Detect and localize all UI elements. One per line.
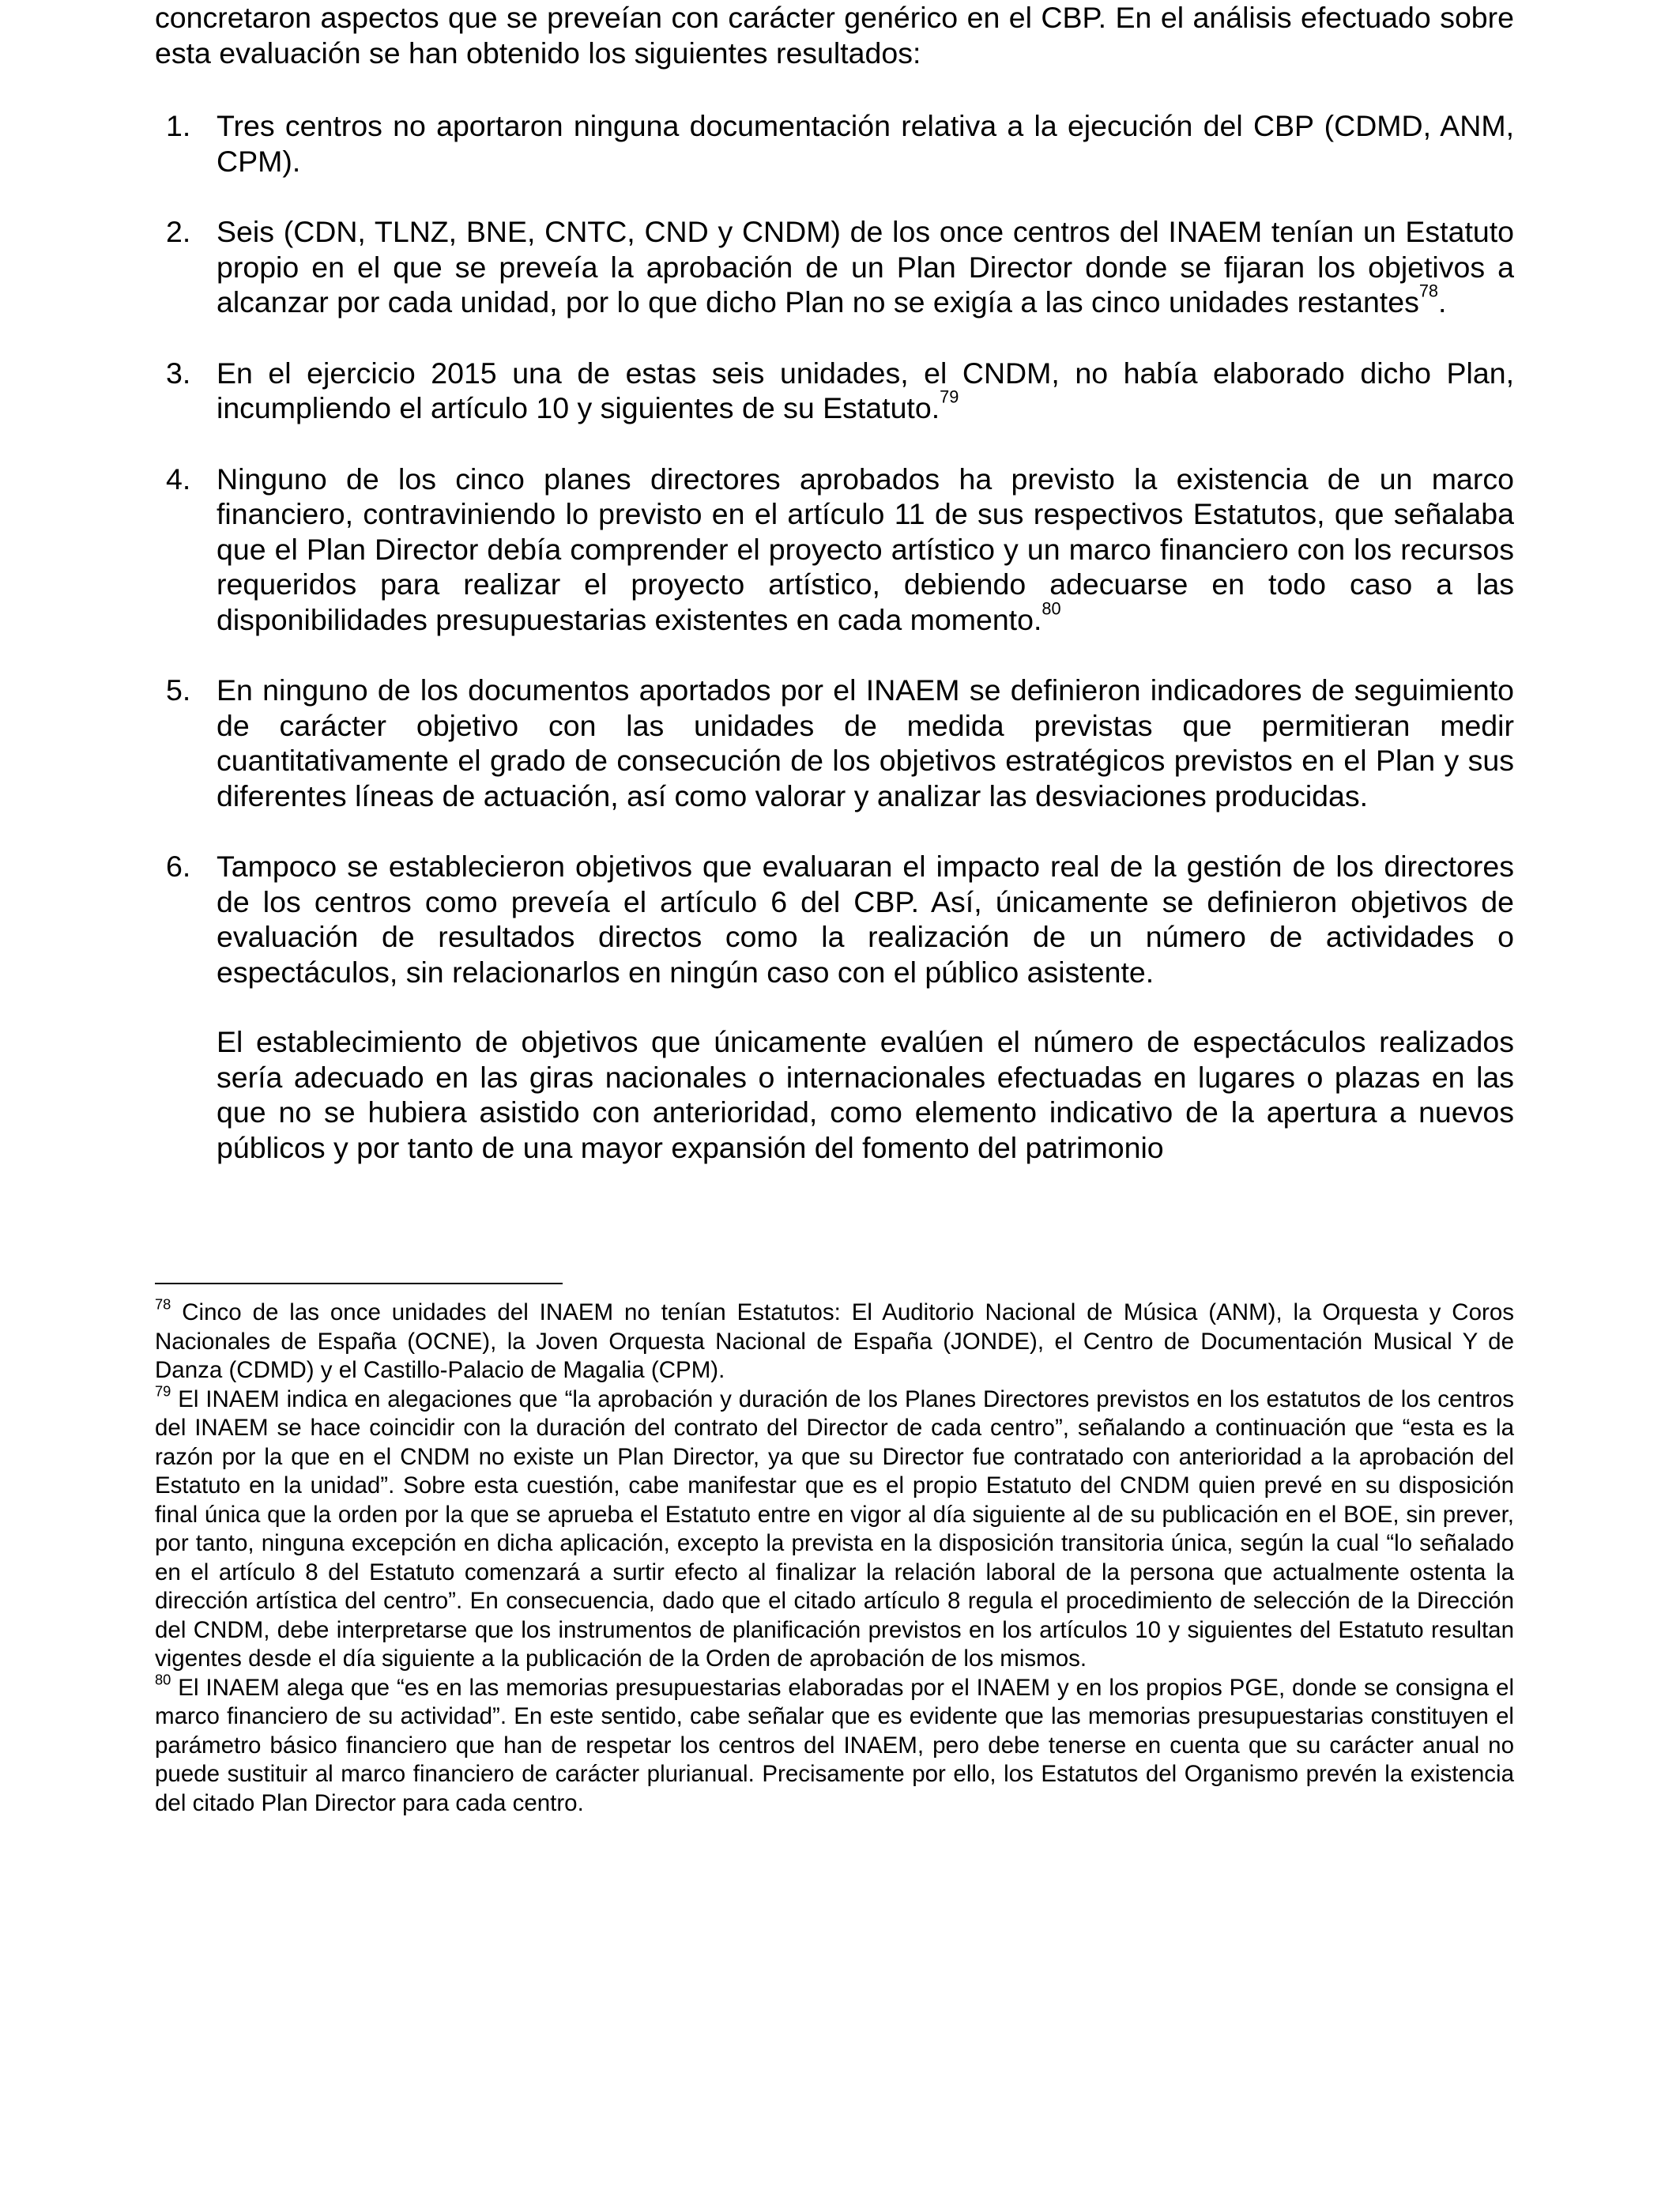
footnotes [155,1295,1515,1818]
finding-number: 4. [166,462,191,496]
finding-item [155,462,1514,638]
footnote [155,1295,1514,1385]
finding-text: Ninguno de los cinco planes directores aprobados ha previsto la existencia de un marco financiero, contraviniendo lo previsto en el artículo 11 de sus respectivos Estatutos, que señalaba que el Plan Director debía comprender el proyecto artístico y un marco financiero con los recursos requeridos para realizar el proyecto artístico, debiendo adecuarse en todo caso a las disponibilidades presupuestarias existentes en cada momento. [217,462,1514,636]
finding-number: 2. [166,215,191,248]
footnote-ref[interactable]: 79 [940,386,959,407]
footnote-number: 78 [155,1295,171,1313]
finding-number: 1. [166,109,191,142]
footnote-ref[interactable]: 80 [1042,598,1061,618]
footnote [155,1382,1515,1674]
finding-text: En el ejercicio 2015 una de estas seis unidades, el CNDM, no había elaborado dicho Plan, incumpliendo el artículo 10 y siguientes de su Estatuto. [217,356,1514,424]
finding-continuation: El establecimiento de objetivos que únicamente evalúen el número de espectáculos realizados sería adecuado en las giras nacionales o internacionales efectuadas en lugares o plazas en las que no se hubiera asistido con anterioridad, como elemento indicativo de la apertura a nuevos públicos y por tanto de una mayor expansión del fomento del patrimonio [217,1025,1514,1164]
footnote-separator [155,1283,563,1284]
finding-number: 3. [166,356,191,390]
footnote-number: 80 [155,1670,171,1687]
footnote-text: Cinco de las once unidades del INAEM no tenían Estatutos: El Auditorio Nacional de Música (ANM), la Orquesta y Coros Nacionales de España (OCNE), la Joven Orquesta Nacional de España (JONDE), el Centro de Documentación Musical Y de Danza (CDMD) y el Castillo-Palacio de Magalia (CPM). [155,1299,1514,1383]
finding-item [155,108,1514,179]
intro-paragraph: concretaron aspectos que se preveían con carácter genérico en el CBP. En el análisis efectuado sobre esta evaluación se han obtenido los siguientes resultados: [155,1,1514,70]
main-text [155,0,1514,1201]
finding-text-tail: . [1438,285,1447,319]
footnote-text: El INAEM alega que “es en las memorias presupuestarias elaboradas por el INAEM y en los propios PGE, donde se consigna el marco financiero de su actividad”. En este sentido, cabe señalar que es evidente que las memorias presupuestarias constituyen el parámetro básico financiero que han de respetar los centros del INAEM, pero debe tenerse en cuenta que su carácter anual no puede sustituir al marco financiero de carácter plurianual. Precisamente por ello, los Estatutos del Organismo prevén la existencia del citado Plan Director para cada centro. [155,1674,1515,1816]
footnote-text: El INAEM indica en alegaciones que “la aprobación y duración de los Planes Directores previstos en los estatutos de los centros del INAEM se hace coincidir con la duración del contrato del Director de cada centro”, señalando a continuación que “esta es la razón por la que en el CNDM no existe un Plan Director, ya que su Director fue contratado con anterioridad a la aprobación del Estatuto en la unidad”. Sobre esta cuestión, cabe manifestar que es el propio Estatuto del CNDM quien prevé en su disposición final única que la orden por la que se aprueba el Estatuto entre en vigor al día siguiente al de su publicación en el BOE, sin prever, por tanto, ninguna excepción en dicha aplicación, excepto la prevista en la disposición transitoria única, según la cual “lo señalado en el artículo 8 del Estatuto comenzará a surtir efecto al finalizar la relación laboral de la persona que actualmente ostenta la dirección artística del centro”. En consecuencia, dado que el citado artículo 8 regula el procedimiento de selección de la Dirección del CNDM, debe interpretarse que los instrumentos de planificación previstos en los artículos 10 y siguientes del Estatuto resultan vigentes desde el día siguiente a la publicación de la Orden de aprobación de los mismos. [155,1385,1515,1672]
footnote-number: 79 [155,1382,171,1399]
findings-list [155,108,1514,1165]
footnote [155,1670,1515,1819]
finding-text: En ninguno de los documentos aportados por el INAEM se definieron indicadores de seguimiento de carácter objetivo con las unidades de medida previstas que permitieran medir cuantitativamente el grado de consecución de los objetivos estratégicos previstos en el Plan y sus diferentes líneas de actuación, así como valorar y analizar las desviaciones producidas. [217,673,1514,812]
finding-text: Tres centros no aportaron ninguna documentación relativa a la ejecución del CBP (CDMD, ANM, CPM). [217,109,1514,178]
finding-item [155,673,1514,813]
finding-item [155,214,1514,320]
footnote-ref[interactable]: 78 [1418,281,1439,301]
finding-number: 5. [166,673,191,707]
finding-number: 6. [166,850,191,883]
finding-item [155,356,1514,426]
finding-text: Seis (CDN, TLNZ, BNE, CNTC, CND y CNDM) de los once centros del INAEM tenían un Estatuto propio en el que se preveía la aprobación de un Plan Director donde se fijaran los objetivos a alcanzar por cada unidad, por lo que dicho Plan no se exigía a las cinco unidades restantes [217,215,1514,319]
finding-text: Tampoco se establecieron objetivos que evaluaran el impacto real de la gestión de los directores de los centros como preveía el artículo 6 del CBP. Así, únicamente se definieron objetivos de evaluación de resultados directos como la realización de un número de actividades o espectáculos, sin relacionarlos en ningún caso con el público asistente. [217,850,1514,989]
finding-item [155,849,1514,1165]
